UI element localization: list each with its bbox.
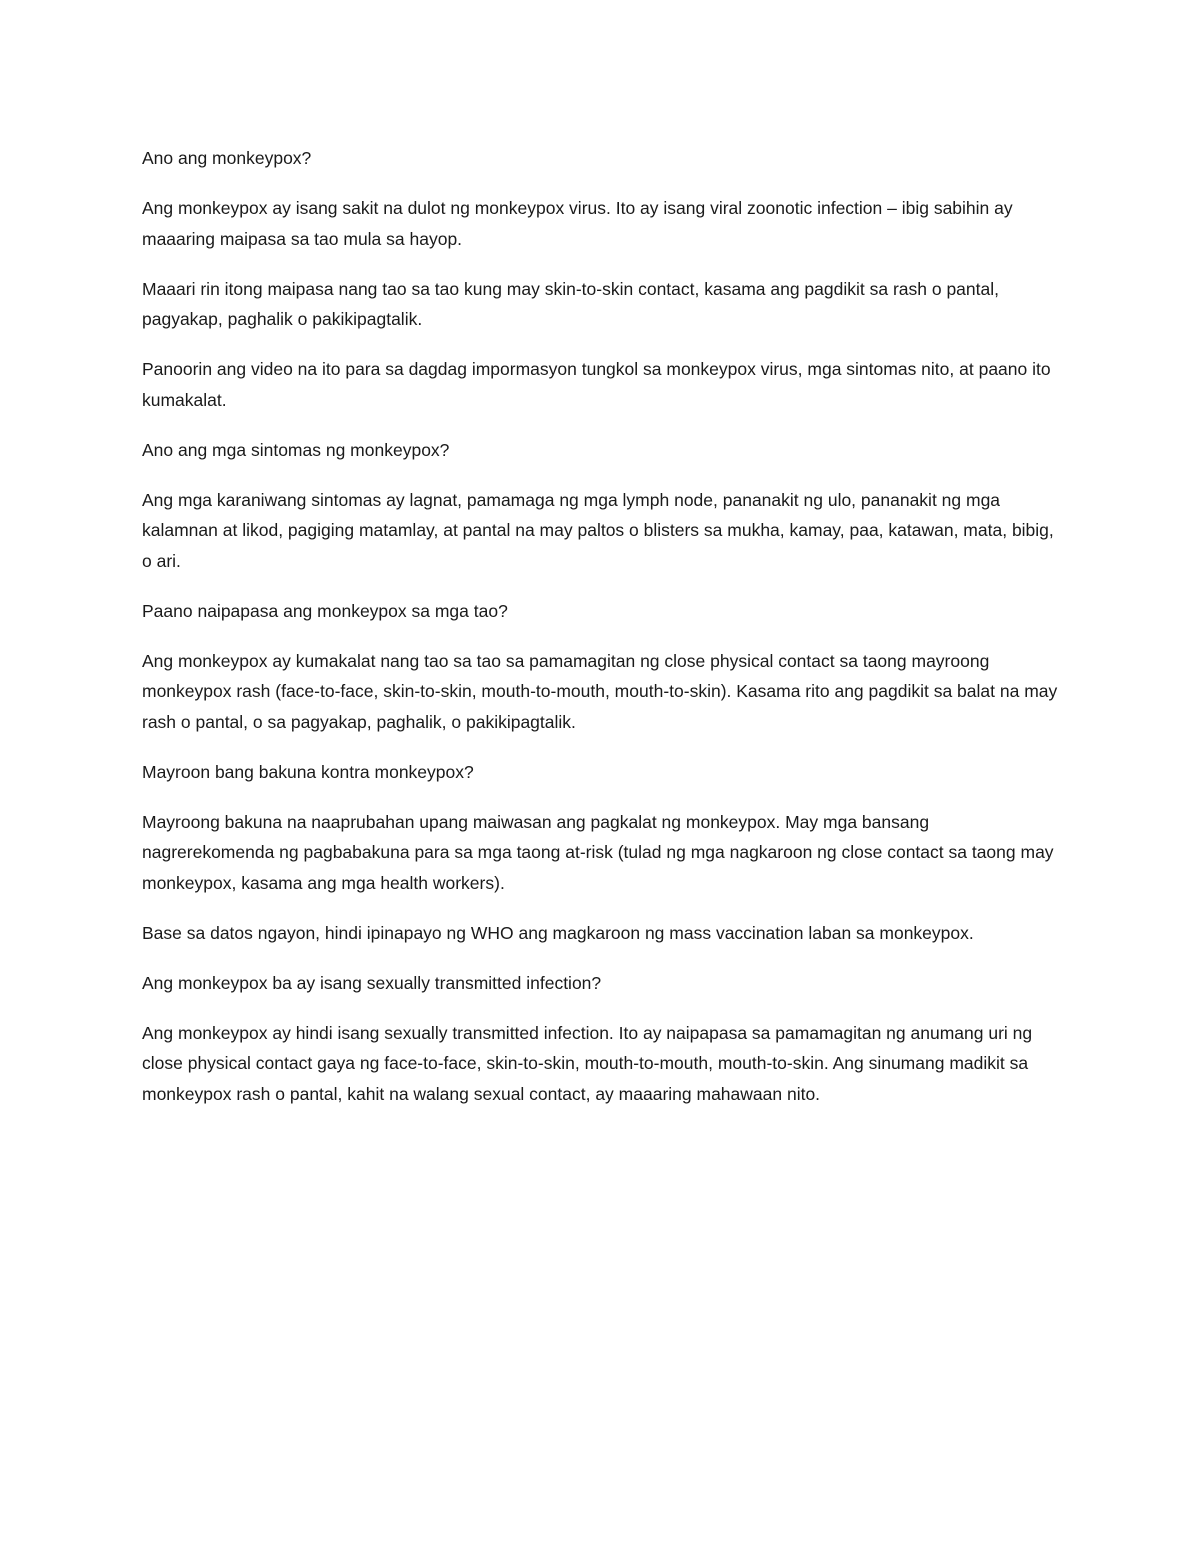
- paragraph-transmission: Ang monkeypox ay kumakalat nang tao sa tao sa pamamagitan ng close physical contact sa taong mayroong monkeypox rash (face-to-face, skin-to-skin, mouth-to-mouth, mouth-to-skin). Kasama rito ang pagdikit sa balat na may rash o pantal, o sa pagyakap, paghalik, o pakikipagtalik.: [142, 650, 1058, 732]
- question-heading-transmission: Paano naipapasa ang monkeypox sa mga tao?: [142, 600, 508, 621]
- paragraph-symptoms: Ang mga karaniwang sintomas ay lagnat, pamamaga ng mga lymph node, pananakit ng ulo, pananakit ng mga kalamnan at likod, pagiging matamlay, at pantal na may paltos o blisters sa mukha, kamay, paa, katawan, mata, bibig, o ari.: [142, 489, 1054, 571]
- paragraph-definition: Ang monkeypox ay isang sakit na dulot ng monkeypox virus. Ito ay isang viral zoonotic infection – ibig sabihin ay maaaring maipasa sa tao mula sa hayop.: [142, 198, 1013, 249]
- paragraph-who-advice: Base sa datos ngayon, hindi ipinapayo ng WHO ang magkaroon ng mass vaccination laban sa monkeypox.: [142, 922, 974, 943]
- paragraph-sti: Ang monkeypox ay hindi isang sexually transmitted infection. Ito ay naipapasa sa pamamagitan ng anumang uri ng close physical contact gaya ng face-to-face, skin-to-skin, mouth-to-mouth, mouth-to-skin. Ang sinumang madikit sa monkeypox rash o pantal, kahit na walang sexual contact, ay maaaring mahawaan nito.: [142, 1022, 1033, 1104]
- paragraph-vaccine: Mayroong bakuna na naaprubahan upang maiwasan ang pagkalat ng monkeypox. May mga bansang nagrerekomenda ng pagbabakuna para sa mga taong at-risk (tulad ng mga nagkaroon ng close contact sa taong may monkeypox, kasama ang mga health workers).: [142, 811, 1054, 893]
- paragraph-transmission-overview: Maaari rin itong maipasa nang tao sa tao kung may skin-to-skin contact, kasama ang pagdikit sa rash o pantal, pagyakap, paghalik o pakikipagtalik.: [142, 278, 999, 329]
- document-body: [142, 143, 1060, 1129]
- question-heading-symptoms: Ano ang mga sintomas ng monkeypox?: [142, 439, 450, 460]
- question-heading-vaccine: Mayroon bang bakuna kontra monkeypox?: [142, 761, 474, 782]
- question-heading-sti: Ang monkeypox ba ay isang sexually transmitted infection?: [142, 972, 602, 993]
- question-heading-what-is-monkeypox: Ano ang monkeypox?: [142, 148, 312, 168]
- paragraph-video-note: Panoorin ang video na ito para sa dagdag impormasyon tungkol sa monkeypox virus, mga sintomas nito, at paano ito kumakalat.: [142, 359, 1051, 410]
